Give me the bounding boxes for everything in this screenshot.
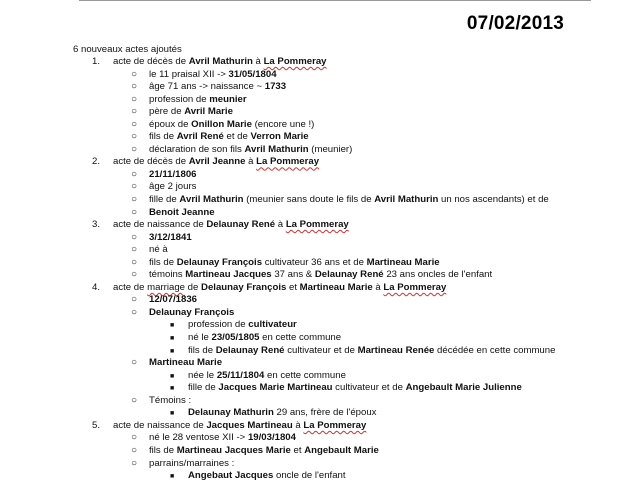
bold-text: Martineau Marie xyxy=(299,281,373,293)
act-title xyxy=(0,420,640,433)
sub-list-item xyxy=(0,332,640,345)
text-run: acte de décès de xyxy=(113,156,189,168)
line-text xyxy=(149,269,492,282)
circle-bullet-icon: ○ xyxy=(131,244,138,256)
text-run: fils de xyxy=(149,131,177,143)
circle-bullet-icon: ○ xyxy=(131,294,138,306)
bold-text: La Pommeray xyxy=(383,281,447,293)
line-text xyxy=(149,232,192,245)
line-text xyxy=(149,81,286,94)
text-run: fils de xyxy=(149,256,177,268)
bold-text: cultivateur xyxy=(248,319,297,331)
text-run: à xyxy=(372,281,384,293)
text-run: à xyxy=(292,419,304,431)
circle-bullet-icon: ○ xyxy=(131,432,138,444)
line-text xyxy=(149,69,277,82)
bold-text: Avril Marie xyxy=(184,106,233,118)
line-text xyxy=(149,94,247,107)
line-text xyxy=(113,282,446,295)
bold-text: Angebaut Jacques xyxy=(188,470,274,482)
bold-text: Martineau Marie xyxy=(149,357,223,369)
text-run: acte de décès de xyxy=(113,56,189,67)
bold-text: Jacques Marie Martineau xyxy=(218,382,333,394)
bold-text: meunier xyxy=(209,93,247,105)
text-run: 23 ans oncles de l'enfant xyxy=(383,269,493,281)
bold-text: 12/07/1836 xyxy=(149,294,198,306)
line-text xyxy=(113,219,349,232)
bold-text: La Pommeray xyxy=(263,56,327,67)
document-date: 07/02/2013 xyxy=(466,13,564,34)
list-item-group xyxy=(0,307,640,320)
text-run: cultivateur et de xyxy=(332,382,406,394)
circle-bullet-icon: ○ xyxy=(131,93,138,105)
bold-text: Martineau Jacques xyxy=(185,269,272,281)
square-bullet-icon: ■ xyxy=(170,322,175,330)
circle-bullet-icon: ○ xyxy=(131,181,138,193)
text-run: en cette commune xyxy=(259,332,342,344)
text-run: acte de naissance de xyxy=(113,219,207,231)
line-text xyxy=(149,181,196,194)
text-run: née le xyxy=(188,369,217,381)
act-title xyxy=(0,56,640,69)
bold-text: Onillon Marie xyxy=(191,118,252,130)
sub-list-item xyxy=(0,407,640,420)
list-item xyxy=(0,432,640,445)
line-text xyxy=(149,307,234,320)
text-run: (meunier) xyxy=(308,143,353,155)
text-run: de xyxy=(185,281,202,293)
line-text xyxy=(149,144,352,157)
line-text xyxy=(149,244,168,257)
bold-text: Delaunay François xyxy=(149,306,235,318)
intro-text: 6 nouveaux actes ajoutés xyxy=(73,44,182,55)
line-text xyxy=(188,332,341,345)
text-run: fille de xyxy=(149,194,180,206)
bold-text: 21/11/1806 xyxy=(149,168,197,180)
sub-list-item xyxy=(0,382,640,395)
line-text xyxy=(149,106,233,119)
text-run: 37 ans & xyxy=(271,269,315,281)
list-item xyxy=(0,294,640,307)
bold-text: Angebault Marie xyxy=(304,444,379,456)
text-run: (meunier sans doute le fils de xyxy=(243,194,375,206)
line-text xyxy=(188,345,555,358)
square-bullet-icon: ■ xyxy=(170,473,175,481)
line-text xyxy=(149,458,234,471)
text-run: acte de xyxy=(113,281,148,293)
text-run: 29 ans, frère de l'époux xyxy=(273,407,377,419)
list-item xyxy=(0,69,640,82)
circle-bullet-icon: ○ xyxy=(131,394,138,406)
list-item-group xyxy=(0,395,640,408)
text-run: époux de xyxy=(149,118,192,130)
text-run: à xyxy=(245,156,257,168)
bold-text: La Pommeray xyxy=(303,419,367,431)
text-run: décédée en cette commune xyxy=(434,344,556,356)
line-text xyxy=(188,470,346,483)
circle-bullet-icon: ○ xyxy=(131,131,138,143)
line-text xyxy=(149,119,314,132)
text-run: à xyxy=(275,219,286,231)
bold-text: Jacques Martineau xyxy=(206,419,293,431)
circle-bullet-icon: ○ xyxy=(131,168,138,180)
bold-text: Avril Mathurin xyxy=(374,194,439,206)
list-item xyxy=(0,207,640,220)
circle-bullet-icon: ○ xyxy=(131,118,138,130)
text-run: fils de xyxy=(149,444,177,456)
text-run: né le xyxy=(188,332,212,344)
bold-text: Angebault Marie Julienne xyxy=(405,382,522,394)
circle-bullet-icon: ○ xyxy=(131,357,138,369)
circle-bullet-icon: ○ xyxy=(131,306,138,318)
circle-bullet-icon: ○ xyxy=(131,444,138,456)
text-run: âge 71 ans -> naissance ~ xyxy=(149,81,265,93)
list-number: 4. xyxy=(92,281,101,293)
text-run: Témoins : xyxy=(149,394,192,406)
text-run: père de xyxy=(149,106,185,118)
list-item xyxy=(0,445,640,458)
line-text xyxy=(188,370,346,383)
line-text xyxy=(149,357,222,370)
bold-text: La Pommeray xyxy=(285,219,349,231)
act-title xyxy=(0,156,640,169)
line-text xyxy=(149,131,309,144)
line-text xyxy=(149,169,197,182)
list-item xyxy=(0,169,640,182)
list-item xyxy=(0,94,640,107)
text-run: témoins xyxy=(149,269,186,281)
line-text xyxy=(188,319,297,332)
list-item xyxy=(0,232,640,245)
text-run: profession de xyxy=(188,319,249,331)
list-item xyxy=(0,106,640,119)
text-run: marriage xyxy=(147,281,185,293)
text-run: parrains/marraines : xyxy=(149,457,235,469)
list-number: 1. xyxy=(92,56,101,67)
text-run: un nos ascendants) et de xyxy=(438,194,549,206)
list-item-group xyxy=(0,458,640,471)
list-item xyxy=(0,181,640,194)
line-text xyxy=(149,257,440,270)
text-run: acte de naissance de xyxy=(113,419,207,431)
bold-text: Delaunay François xyxy=(176,256,263,268)
circle-bullet-icon: ○ xyxy=(131,206,138,218)
text-run: et de xyxy=(223,131,251,143)
list-item xyxy=(0,244,640,257)
line-text xyxy=(149,432,296,445)
text-run: cultivateur 36 ans et de xyxy=(262,256,367,268)
text-run: âge 2 jours xyxy=(149,181,197,193)
list-item xyxy=(0,194,640,207)
list-item xyxy=(0,131,640,144)
text-run: né le 28 ventose XII -> xyxy=(149,432,248,444)
circle-bullet-icon: ○ xyxy=(131,106,138,118)
list-number: 3. xyxy=(92,219,101,231)
line-text xyxy=(149,395,191,408)
list-number: 2. xyxy=(92,156,101,168)
square-bullet-icon: ■ xyxy=(170,410,175,418)
list-item xyxy=(0,119,640,132)
act-title xyxy=(0,219,640,232)
bold-text: Delaunay Mathurin xyxy=(188,407,274,419)
text-run: et xyxy=(286,281,300,293)
top-rule xyxy=(79,0,591,1)
list-number: 5. xyxy=(92,419,101,431)
bold-text: Verron Marie xyxy=(250,131,309,143)
text-run: oncle de l'enfant xyxy=(273,470,346,482)
circle-bullet-icon: ○ xyxy=(131,457,138,469)
text-run: le 11 praisal XII -> xyxy=(149,68,229,80)
bold-text: 3/12/1841 xyxy=(149,231,192,243)
bold-text: Avril Mathurin xyxy=(188,56,253,67)
circle-bullet-icon: ○ xyxy=(131,68,138,80)
line-text xyxy=(149,207,215,220)
circle-bullet-icon: ○ xyxy=(131,269,138,281)
bold-text: Delaunay François xyxy=(201,281,287,293)
list-item-group xyxy=(0,357,640,370)
list-item xyxy=(0,269,640,282)
bold-text: Benoit Jeanne xyxy=(149,206,215,218)
bold-text: La Pommeray xyxy=(256,156,320,168)
bold-text: Avril Mathurin xyxy=(244,143,309,155)
bold-text: Martineau Renée xyxy=(357,344,435,356)
bold-text: Delaunay René xyxy=(314,269,384,281)
line-text xyxy=(113,156,319,169)
line-text xyxy=(113,420,366,433)
bold-text: Martineau Jacques Marie xyxy=(176,444,291,456)
line-text xyxy=(188,407,376,420)
line-text xyxy=(188,382,522,395)
text-run: déclaration de son fils xyxy=(149,143,245,155)
square-bullet-icon: ■ xyxy=(170,385,175,393)
text-run: à xyxy=(252,56,264,67)
circle-bullet-icon: ○ xyxy=(131,231,138,243)
bold-text: 31/05/1804 xyxy=(228,68,277,80)
list-item xyxy=(0,81,640,94)
text-run: et xyxy=(290,444,305,456)
line-text xyxy=(149,194,549,207)
text-run: fille de xyxy=(188,382,219,394)
sub-list-item xyxy=(0,319,640,332)
square-bullet-icon: ■ xyxy=(170,347,175,355)
list-item xyxy=(0,144,640,157)
bold-text: Avril Mathurin xyxy=(179,194,244,206)
bold-text: Avril Jeanne xyxy=(188,156,246,168)
circle-bullet-icon: ○ xyxy=(131,256,138,268)
square-bullet-icon: ■ xyxy=(170,335,175,343)
sub-list-item xyxy=(0,345,640,358)
line-text xyxy=(149,294,197,307)
bold-text: Martineau Marie xyxy=(366,256,440,268)
acts-list xyxy=(0,56,640,483)
bold-text: 23/05/1805 xyxy=(211,332,260,344)
circle-bullet-icon: ○ xyxy=(131,194,138,206)
bold-text: 25/11/1804 xyxy=(216,369,265,381)
bold-text: 1733 xyxy=(264,81,287,93)
square-bullet-icon: ■ xyxy=(170,372,175,380)
sub-list-item xyxy=(0,470,640,483)
bold-text: Delaunay René xyxy=(206,219,276,231)
sub-list-item xyxy=(0,370,640,383)
circle-bullet-icon: ○ xyxy=(131,81,138,93)
bold-text: Delaunay René xyxy=(215,344,285,356)
line-text xyxy=(113,56,326,69)
bold-text: Avril René xyxy=(176,131,224,143)
text-run: profession de xyxy=(149,93,210,105)
list-item xyxy=(0,257,640,270)
text-run: fils de xyxy=(188,344,216,356)
text-run: en cette commune xyxy=(264,369,346,381)
bold-text: 19/03/1804 xyxy=(247,432,296,444)
line-text xyxy=(149,445,379,458)
text-run: né à xyxy=(149,244,168,256)
text-run: cultivateur et de xyxy=(284,344,358,356)
text-run: (encore une !) xyxy=(251,118,315,130)
circle-bullet-icon: ○ xyxy=(131,143,138,155)
act-title xyxy=(0,282,640,295)
